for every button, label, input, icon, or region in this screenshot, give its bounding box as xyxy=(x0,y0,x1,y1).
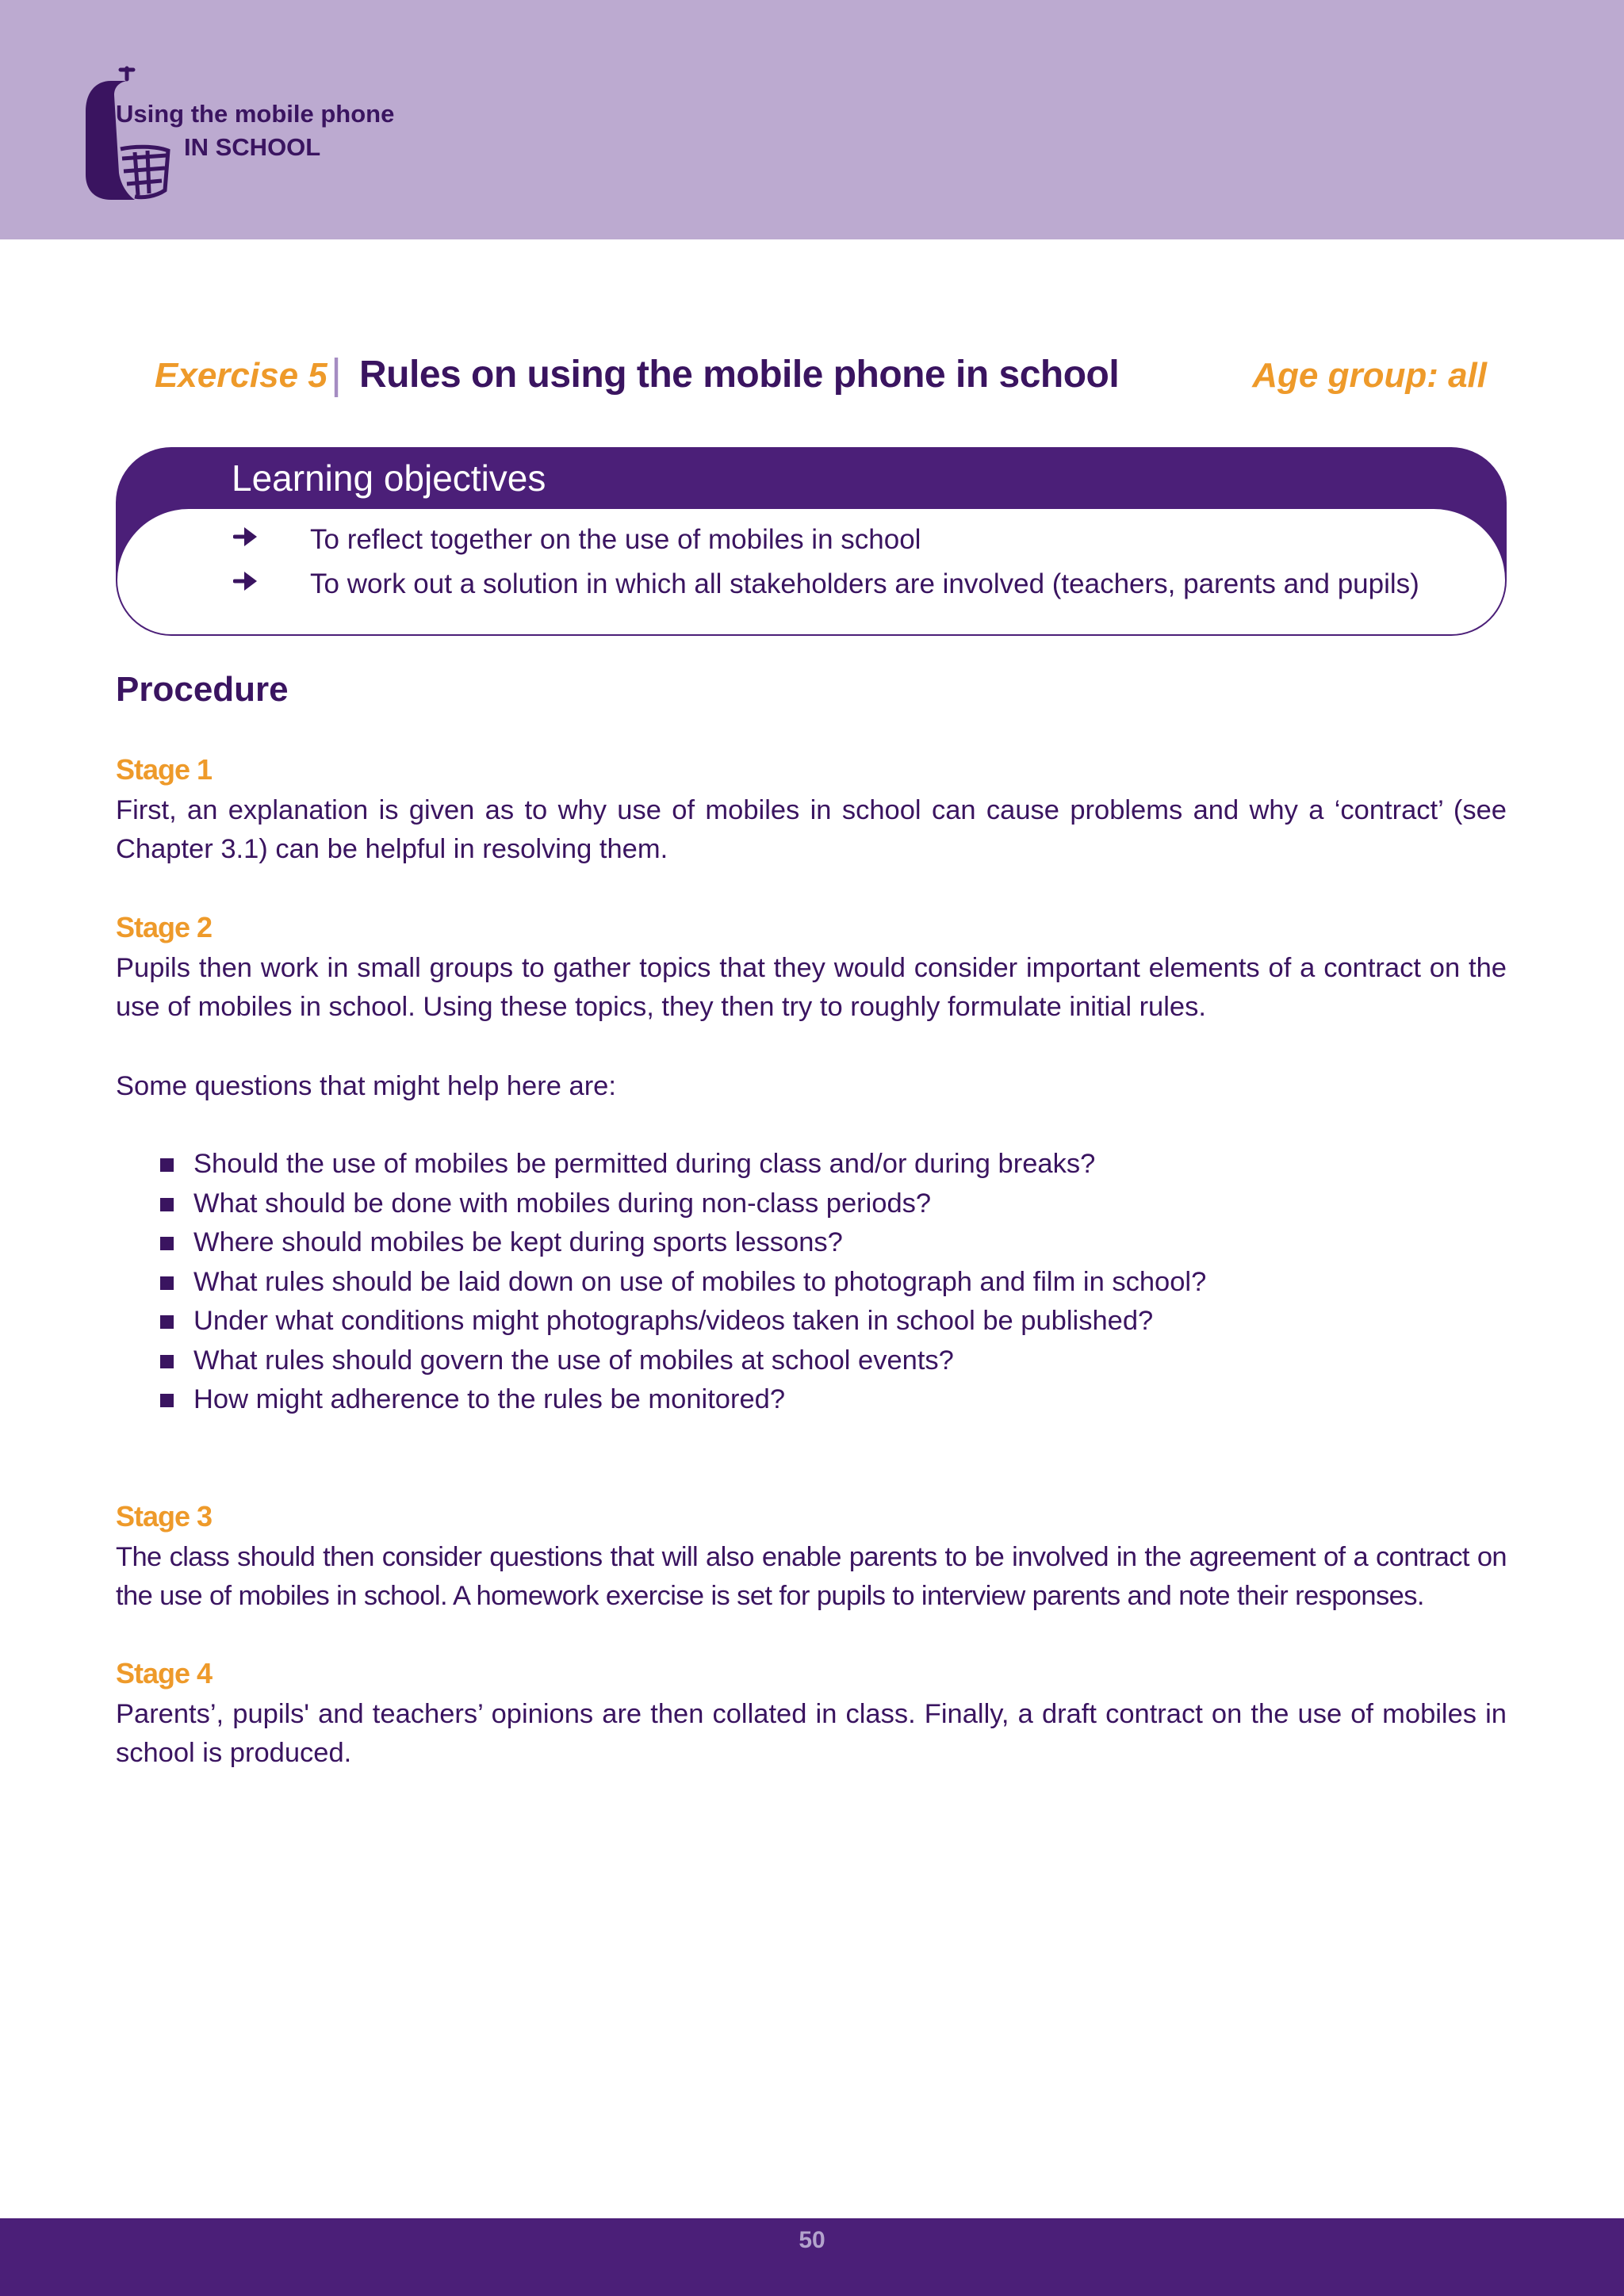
title-separator: | xyxy=(331,350,343,398)
square-bullet-icon xyxy=(160,1237,174,1250)
list-item xyxy=(116,1341,1507,1381)
objective-text: To work out a solution in which all stakeholders are involved (teachers, parents and pupils) xyxy=(310,568,1419,599)
page-title: Rules on using the mobile phone in school xyxy=(359,354,1120,396)
stage-1-label: Stage 1 xyxy=(116,753,213,786)
square-bullet-icon xyxy=(160,1158,174,1172)
arrow-right-icon xyxy=(233,569,260,593)
stage-2-intro: Some questions that might help here are: xyxy=(116,1071,616,1101)
objective-item xyxy=(117,520,1507,560)
mobile-phone-icon xyxy=(79,63,174,206)
square-bullet-icon xyxy=(160,1276,174,1290)
question-text: Under what conditions might photographs/videos taken in school be published? xyxy=(193,1306,1154,1336)
square-bullet-icon xyxy=(160,1355,174,1368)
question-text: What rules should govern the use of mobiles at school events? xyxy=(193,1345,954,1376)
stage-2-text: Pupils then work in small groups to gather topics that they would consider important elements of a contract on the use of mobiles in school. Using these topics, they then try to roughly formulate initial rules. xyxy=(116,953,1507,1022)
objective-item xyxy=(117,564,1507,604)
learning-objectives-heading: Learning objectives xyxy=(232,457,546,499)
list-item xyxy=(116,1223,1507,1263)
title-row xyxy=(155,349,1487,404)
learning-objectives-list xyxy=(117,509,1505,634)
page-number: 50 xyxy=(799,2227,825,2253)
square-bullet-icon xyxy=(160,1394,174,1407)
question-text: What rules should be laid down on use of mobiles to photograph and film in school? xyxy=(193,1266,1207,1297)
question-text: How might adherence to the rules be monitored? xyxy=(193,1384,786,1414)
logo-subtitle: IN SCHOOL xyxy=(184,133,321,161)
question-text: Where should mobiles be kept during sports lessons? xyxy=(193,1227,843,1257)
objective-text: To reflect together on the use of mobiles in school xyxy=(310,524,921,555)
stage-4-label: Stage 4 xyxy=(116,1657,213,1689)
list-item xyxy=(116,1380,1507,1420)
stage-3-label: Stage 3 xyxy=(116,1500,213,1533)
square-bullet-icon xyxy=(160,1198,174,1211)
list-item xyxy=(116,1263,1507,1303)
list-item xyxy=(116,1184,1507,1224)
logo-title: Using the mobile phone xyxy=(116,100,395,128)
stage-2-label: Stage 2 xyxy=(116,911,213,943)
list-item xyxy=(116,1145,1507,1184)
arrow-right-icon xyxy=(233,525,260,549)
question-text: What should be done with mobiles during non-class periods? xyxy=(193,1188,932,1219)
square-bullet-icon xyxy=(160,1315,174,1329)
stage-4-text: Parents’, pupils' and teachers’ opinions are then collated in class. Finally, a draft contract on the use of mobiles in school is produced. xyxy=(116,1699,1507,1768)
list-item xyxy=(116,1302,1507,1341)
stage-1-text: First, an explanation is given as to why use of mobiles in school can cause problems and why a ‘contract’ (see Chapter 3.1) can be helpful in resolving them. xyxy=(116,795,1507,864)
learning-objectives-box xyxy=(116,447,1507,636)
exercise-label: Exercise 5 xyxy=(155,356,327,395)
stage-3-text: The class should then consider questions that will also enable parents to be involved in the agreement of a contract on the use of mobiles in school. A homework exercise is set for pupils to interview parents and note their responses. xyxy=(116,1542,1507,1611)
question-text: Should the use of mobiles be permitted during class and/or during breaks? xyxy=(193,1149,1096,1179)
procedure-heading: Procedure xyxy=(116,670,289,709)
age-group-label: Age group: all xyxy=(1252,356,1487,395)
question-list xyxy=(116,1145,1507,1420)
